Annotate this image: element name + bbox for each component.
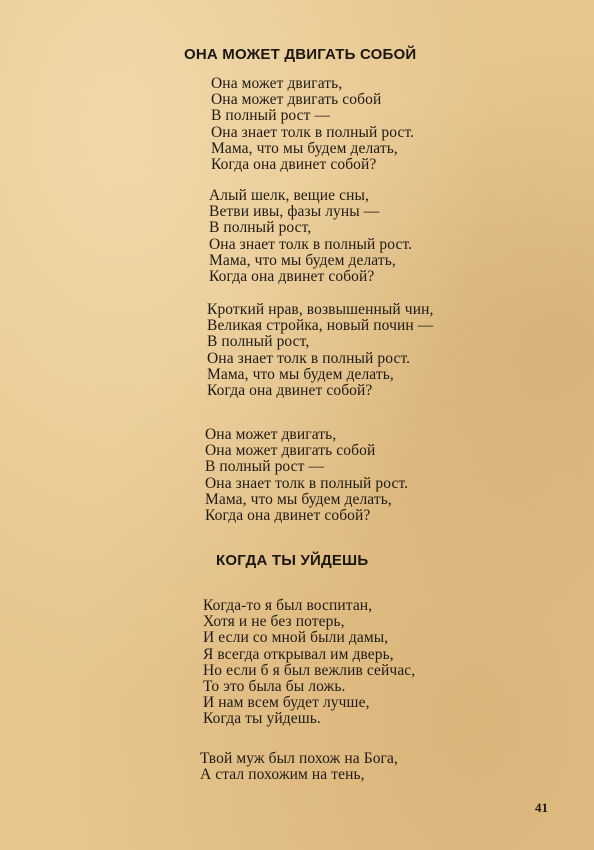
verse-line: В полный рост — [205, 458, 325, 476]
verse-line: Но если б я был вежлив сейчас, [203, 661, 416, 679]
verse-line: То это была бы ложь. [203, 678, 346, 696]
verse-line: Мама, что мы будем делать, [209, 251, 396, 269]
verse-line: Кроткий нрав, возвышенный чин, [207, 301, 434, 318]
stanza [211, 76, 414, 173]
verse-line: Я всегда открывал им дверь, [203, 645, 394, 663]
verse-line: Она может двигать собой [211, 91, 382, 109]
verse-line: Когда она двинет собой? [211, 156, 377, 174]
verse-line: Когда ты уйдешь. [203, 710, 321, 728]
verse-line: Она может двигать, [211, 75, 343, 92]
verse-line: Мама, что мы будем делать, [205, 490, 392, 508]
stanza [203, 598, 415, 728]
verse-line: И если со мной были дамы, [203, 629, 389, 647]
poem-title: КОГДА ТЫ УЙДЕШЬ [216, 552, 369, 569]
verse-line: В полный рост, [209, 219, 312, 237]
verse-line: Мама, что мы будем делать, [211, 139, 398, 157]
stanza [200, 751, 398, 783]
verse-line: Алый шелк, вещие сны, [209, 187, 369, 204]
verse-line: В полный рост — [211, 107, 331, 125]
verse-line: Когда-то я был воспитан, [203, 597, 373, 614]
verse-line: Когда она двинет собой? [209, 268, 375, 286]
verse-line: В полный рост, [207, 333, 310, 351]
verse-line: Мама, что мы будем делать, [207, 365, 394, 383]
stanza [205, 427, 408, 524]
verse-line: Она знает толк в полный рост. [211, 123, 415, 141]
verse-line: Когда она двинет собой? [207, 382, 373, 400]
stanza [207, 302, 433, 399]
verse-line: Хотя и не без потерь, [203, 613, 345, 631]
verse-line: Она может двигать, [205, 426, 337, 443]
verse-line: Ветви ивы, фазы луны — [209, 203, 380, 221]
verse-line: Она знает толк в полный рост. [205, 474, 409, 492]
verse-line: Твой муж был похож на Бога, [200, 750, 398, 767]
poem-title: ОНА МОЖЕТ ДВИГАТЬ СОБОЙ [184, 46, 417, 63]
verse-line: И нам всем будет лучше, [203, 694, 370, 712]
verse-line: Великая стройка, новый почин — [207, 317, 434, 335]
page-number: 41 [535, 800, 548, 815]
verse-line: Когда она двинет собой? [205, 507, 371, 525]
verse-line: Она знает толк в полный рост. [207, 349, 411, 367]
stanza [209, 188, 412, 285]
verse-line: Она может двигать собой [205, 442, 376, 460]
verse-line: А стал похожим на тень, [200, 766, 365, 784]
verse-line: Она знает толк в полный рост. [209, 235, 413, 253]
